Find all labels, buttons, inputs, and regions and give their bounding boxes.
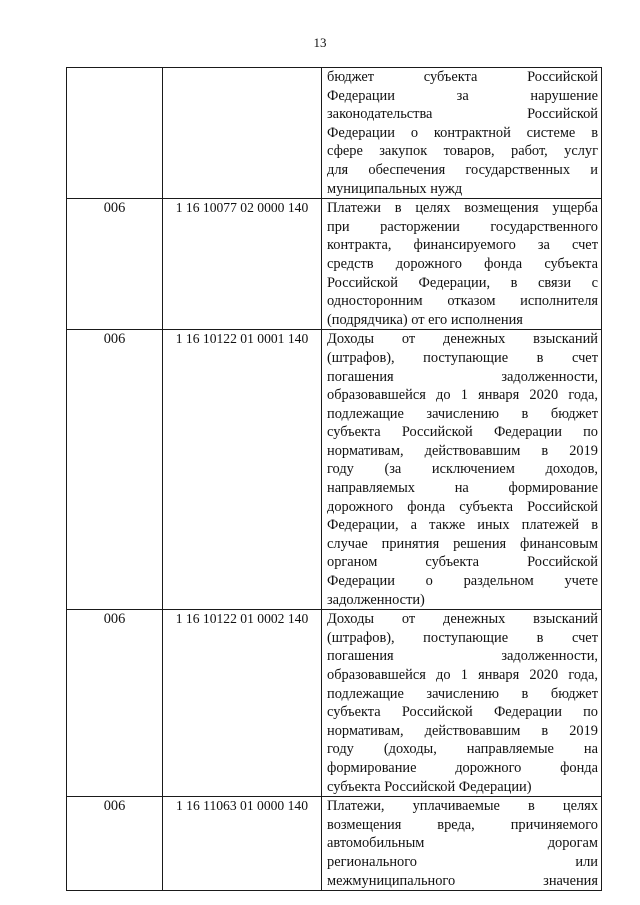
text-word: (штрафов), xyxy=(327,349,395,366)
text-word: в xyxy=(536,629,544,646)
text-line xyxy=(327,834,598,853)
text-line xyxy=(327,68,598,87)
text-line: подлежащие зачислению в бюджет xyxy=(327,405,598,422)
text-word: Платежи, xyxy=(327,798,385,815)
text-line xyxy=(327,479,598,498)
text-word: денежных xyxy=(443,611,506,628)
text-line xyxy=(327,853,598,872)
text-word: Федерации xyxy=(327,87,395,104)
text-word: регионального xyxy=(327,853,417,870)
text-word: на xyxy=(454,480,469,497)
text-line: подлежащие зачислению в бюджет xyxy=(327,685,598,702)
text-line xyxy=(327,87,598,106)
text-word: в xyxy=(536,349,544,366)
text-line: дорожного фонда субъекта Российской xyxy=(327,498,598,515)
text-line xyxy=(327,629,598,648)
text-word: счет xyxy=(571,629,598,646)
admin-code-cell: 006 xyxy=(67,199,163,330)
revenue-name-cell xyxy=(322,797,602,891)
revenue-name-cell xyxy=(322,610,602,797)
text-line: Федерации о контрактной системе в xyxy=(327,124,598,141)
text-word: за xyxy=(456,87,469,104)
table-row xyxy=(67,68,602,199)
text-line xyxy=(327,872,598,891)
text-word: задолженности, xyxy=(501,368,598,385)
admin-code-cell: 006 xyxy=(67,797,163,891)
text-line: случае принятия решения финансовым xyxy=(327,535,598,552)
kbk-code-cell: 1 16 10122 01 0002 140 xyxy=(163,610,322,797)
text-word: законодательства xyxy=(327,106,433,123)
admin-code-cell: 006 xyxy=(67,330,163,610)
text-word: взысканий xyxy=(533,331,598,348)
table-row xyxy=(67,797,602,891)
text-line: образовавшейся до 1 января 2020 года, xyxy=(327,387,598,404)
page-number: 13 xyxy=(313,35,327,50)
text-line: задолженности) xyxy=(327,591,425,608)
text-line: субъекта Российской Федерации по xyxy=(327,424,598,441)
text-word: погашения xyxy=(327,368,394,385)
text-word: целях xyxy=(562,798,598,815)
text-word: уплачиваемые xyxy=(412,798,500,815)
text-line: контракта, финансируемого за счет xyxy=(327,237,598,254)
text-line: субъекта Российской Федерации по xyxy=(327,704,598,721)
text-word: раздельном xyxy=(463,573,534,590)
text-word: Доходы xyxy=(327,611,375,628)
kbk-code-cell: 1 16 11063 01 0000 140 xyxy=(163,797,322,891)
text-word: дорожного xyxy=(455,759,522,776)
text-word: Российской xyxy=(527,554,598,571)
text-word: поступающие xyxy=(423,349,509,366)
text-line: Российской Федерации, в связи с xyxy=(327,274,598,291)
text-line: образовавшейся до 1 января 2020 года, xyxy=(327,667,598,683)
table-row xyxy=(67,330,602,610)
text-word: субъекта xyxy=(423,69,478,85)
text-line: нормативам, действовавшим в 2019 xyxy=(327,722,598,739)
text-line xyxy=(327,105,598,124)
kbk-code-cell: 1 16 10077 02 0000 140 xyxy=(163,199,322,330)
revenue-name-cell xyxy=(322,330,602,610)
text-word: формирование xyxy=(508,480,598,497)
text-word: бюджет xyxy=(327,69,375,85)
text-line: (подрядчика) от его исполнения xyxy=(327,311,523,328)
text-line: Платежи в целях возмещения ущерба xyxy=(327,200,598,217)
text-line: средств дорожного фонда субъекта xyxy=(327,255,598,272)
text-line: муниципальных нужд xyxy=(327,180,463,197)
text-word: направляемых xyxy=(327,480,415,497)
admin-code-cell xyxy=(67,68,163,199)
text-line xyxy=(327,572,598,591)
text-word: вреда, xyxy=(437,816,475,833)
text-word: задолженности, xyxy=(501,648,598,665)
text-line xyxy=(327,816,598,835)
kbk-code-cell: 1 16 10122 01 0001 140 xyxy=(163,330,322,610)
text-word: взысканий xyxy=(533,611,598,628)
text-word: органом xyxy=(327,554,378,571)
text-word: денежных xyxy=(443,331,506,348)
text-word: нарушение xyxy=(530,87,598,104)
text-line: для обеспечения государственных и xyxy=(327,161,598,178)
text-line: при расторжении государственного xyxy=(327,218,598,235)
text-word: Российской xyxy=(527,106,598,123)
revenue-name-cell xyxy=(322,68,602,199)
text-line xyxy=(327,647,598,666)
text-line xyxy=(327,797,598,816)
text-line: году (за исключением доходов, xyxy=(327,461,598,478)
text-word: причиняемого xyxy=(510,816,598,833)
text-line: нормативам, действовавшим в 2019 xyxy=(327,442,598,459)
text-word: субъекта xyxy=(425,554,480,571)
text-word: автомобильным xyxy=(327,835,425,852)
text-word: формирование xyxy=(327,759,417,776)
budget-classification-table xyxy=(66,67,602,891)
kbk-code-cell xyxy=(163,68,322,199)
text-line xyxy=(327,368,598,387)
table-row xyxy=(67,610,602,797)
text-word: Доходы xyxy=(327,331,375,348)
text-word: поступающие xyxy=(423,629,509,646)
text-line xyxy=(327,330,598,349)
text-word: о xyxy=(425,573,433,590)
text-line xyxy=(327,759,598,778)
text-word: межмуниципального xyxy=(327,872,456,889)
text-word: учете xyxy=(564,573,598,590)
text-word: или xyxy=(575,853,598,870)
text-word: счет xyxy=(571,349,598,366)
text-word: Российской xyxy=(527,69,598,85)
text-word: (штрафов), xyxy=(327,629,395,646)
text-line xyxy=(327,610,598,629)
text-word: возмещения xyxy=(327,816,402,833)
text-word: дорогам xyxy=(547,835,598,852)
text-line: односторонним отказом исполнителя xyxy=(327,293,598,310)
revenue-name-cell xyxy=(322,199,602,330)
text-word: погашения xyxy=(327,648,394,665)
text-word: от xyxy=(401,331,416,348)
text-line xyxy=(327,349,598,368)
text-line: году (доходы, направляемые на xyxy=(327,741,598,758)
table-row xyxy=(67,199,602,330)
text-line: Федерации, а также иных платежей в xyxy=(327,517,598,534)
text-word: от xyxy=(401,611,416,628)
text-line: сфере закупок товаров, работ, услуг xyxy=(327,143,598,160)
admin-code-cell: 006 xyxy=(67,610,163,797)
text-line: субъекта Российской Федерации) xyxy=(327,778,532,795)
text-line xyxy=(327,553,598,572)
text-word: Федерации xyxy=(327,573,395,590)
text-word: значения xyxy=(543,872,598,889)
text-word: фонда xyxy=(560,759,598,776)
text-word: в xyxy=(528,798,535,815)
